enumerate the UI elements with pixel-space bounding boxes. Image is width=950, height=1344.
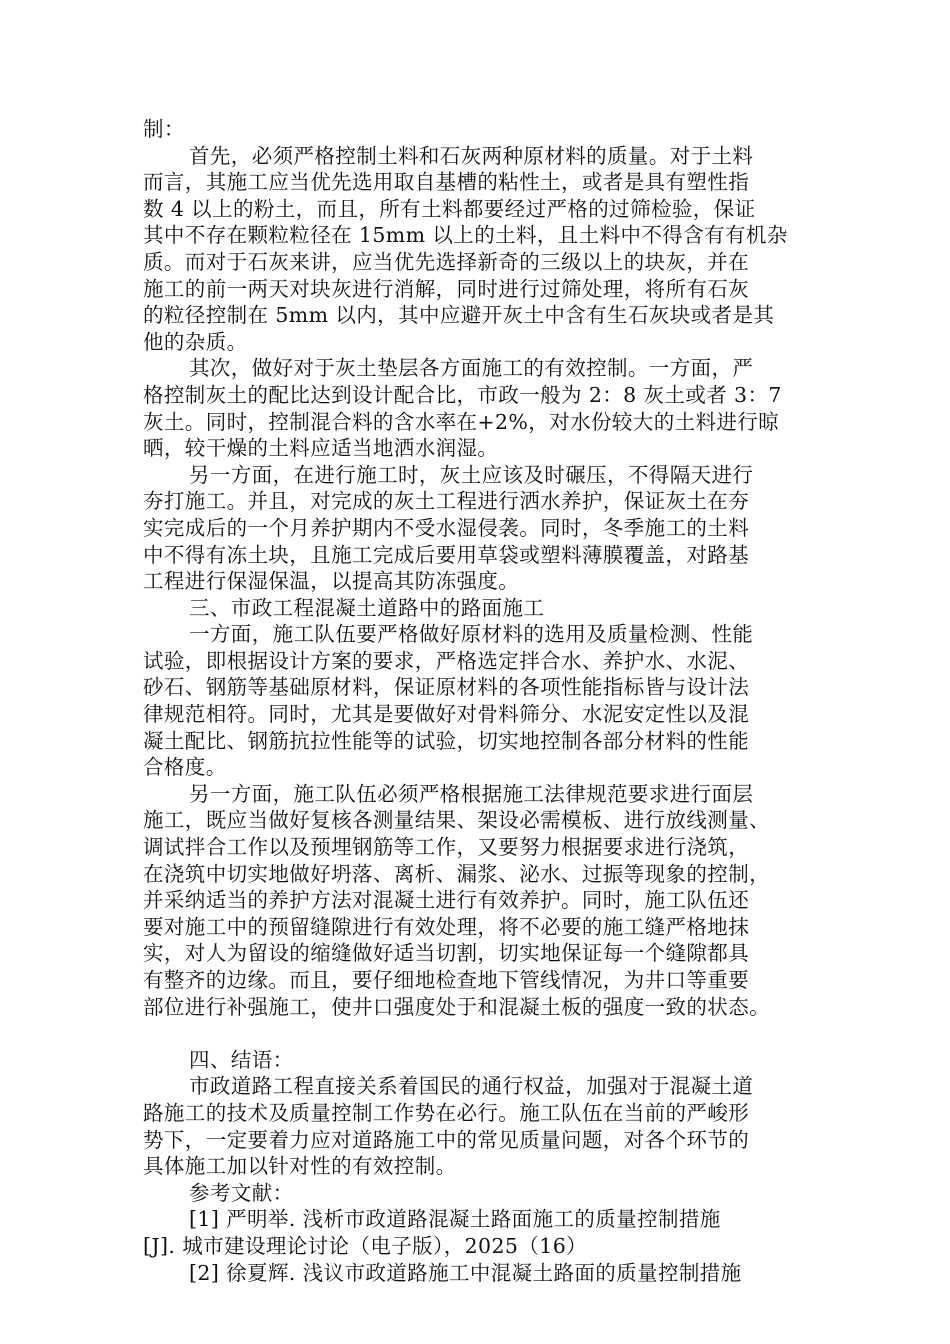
text-line: 夯打施工。并且，对完成的灰土工程进行洒水养护，保证灰土在夯 bbox=[143, 489, 750, 514]
text-line: 而言，其施工应当优先选用取自基槽的粘性土，或者是具有塑性指 bbox=[143, 170, 750, 195]
text-line: 其次，做好对于灰土垫层各方面施工的有效控制。一方面，严 bbox=[189, 356, 754, 381]
text-line: 另一方面，施工队伍必须严格根据施工法律规范要求进行面层 bbox=[189, 781, 754, 806]
text-line: [2] 徐夏辉. 浅议市政道路施工中混凝土路面的质量控制措施 bbox=[189, 1260, 742, 1285]
text-line: 路施工的技术及质量控制工作势在必行。施工队伍在当前的严峻形 bbox=[143, 1100, 750, 1125]
text-line: 其中不存在颗粒粒径在 15mm 以上的土料，且土料中不得含有有机杂 bbox=[143, 223, 788, 248]
text-line: 律规范相符。同时，尤其是要做好对骨料筛分、水泥安定性以及混 bbox=[143, 702, 750, 727]
text-line: 实，对人为留设的缩缝做好适当切割，切实地保证每一个缝隙都具 bbox=[143, 941, 750, 966]
text-line: 实完成后的一个月养护期内不受水湿侵袭。同时，冬季施工的土料 bbox=[143, 515, 750, 540]
document-body bbox=[143, 116, 808, 1286]
text-line: 三、市政工程混凝土道路中的路面施工 bbox=[189, 595, 545, 620]
text-line: 市政道路工程直接关系着国民的通行权益，加强对于混凝土道 bbox=[189, 1074, 754, 1099]
text-line: 中不得有冻土块，且施工完成后要用草袋或塑料薄膜覆盖，对路基 bbox=[143, 542, 750, 567]
text-line: 格控制灰土的配比达到设计配合比，市政一般为 2：8 灰土或者 3：7 bbox=[143, 382, 782, 407]
text-line: 首先，必须严格控制土料和石灰两种原材料的质量。对于土料 bbox=[189, 143, 754, 168]
text-line: 试验，即根据设计方案的要求，严格选定拌合水、养护水、水泥、 bbox=[143, 648, 750, 673]
text-line: 灰土。同时，控制混合料的含水率在+2%，对水份较大的土料进行晾 bbox=[143, 409, 780, 434]
text-line: 数 4 以上的粉土，而且，所有土料都要经过严格的过筛检验，保证 bbox=[143, 196, 756, 221]
text-line: 凝土配比、钢筋抗拉性能等的试验，切实地控制各部分材料的性能 bbox=[143, 728, 750, 753]
text-line: 具体施工加以针对性的有效控制。 bbox=[143, 1154, 457, 1179]
text-line: 制： bbox=[143, 117, 185, 141]
text-line: [1] 严明举. 浅析市政道路混凝土路面施工的质量控制措施 bbox=[189, 1207, 721, 1232]
text-line: 砂石、钢筋等基础原材料，保证原材料的各项性能指标皆与设计法 bbox=[143, 675, 750, 700]
text-line: 质。而对于石灰来讲，应当优先选择新奇的三级以上的块灰，并在 bbox=[143, 249, 750, 274]
text-line: 四、结语： bbox=[189, 1047, 294, 1072]
text-line: 合格度。 bbox=[143, 755, 227, 780]
text-line: 施工，既应当做好复核各测量结果、架设必需模板、进行放线测量、 bbox=[143, 808, 770, 833]
text-line: 要对施工中的预留缝隙进行有效处理，将不必要的施工缝严格地抹 bbox=[143, 914, 750, 939]
text-line: 有整齐的边缘。而且，要仔细地检查地下管线情况，为井口等重要 bbox=[143, 968, 750, 992]
text-line: 势下，一定要着力应对道路施工中的常见质量问题，对各个环节的 bbox=[143, 1127, 750, 1152]
text-line: 另一方面，在进行施工时，灰土应该及时碾压，不得隔天进行 bbox=[189, 462, 754, 487]
text-line: 的粒径控制在 5mm 以内，其中应避开灰土中含有生石灰块或者是其 bbox=[143, 303, 775, 328]
text-line: 晒，较干燥的土料应适当地洒水润湿。 bbox=[143, 436, 499, 461]
text-line: 工程进行保湿保温，以提高其防冻强度。 bbox=[143, 569, 520, 594]
text-line: 他的杂质。 bbox=[143, 329, 248, 354]
text-line: 并采纳适当的养护方法对混凝土进行有效养护。同时，施工队伍还 bbox=[143, 888, 750, 913]
text-line: 一方面，施工队伍要严格做好原材料的选用及质量检测、性能 bbox=[189, 622, 754, 647]
text-line: 部位进行补强施工，使井口强度处于和混凝土板的强度一致的状态。 bbox=[143, 994, 770, 1019]
text-line: 调试拌合工作以及预埋钢筋等工作，又要努力根据要求进行浇筑， bbox=[143, 835, 750, 860]
text-line: 参考文献： bbox=[189, 1180, 294, 1205]
text-line: [J]. 城市建设理论讨论（电子版），2025（16） bbox=[143, 1233, 588, 1258]
text-line: 施工的前一两天对块灰进行消解，同时进行过筛处理，将所有石灰 bbox=[143, 276, 750, 301]
blank-line bbox=[143, 1020, 808, 1047]
text-line: 在浇筑中切实地做好坍落、离析、漏浆、泌水、过振等现象的控制， bbox=[143, 861, 770, 886]
